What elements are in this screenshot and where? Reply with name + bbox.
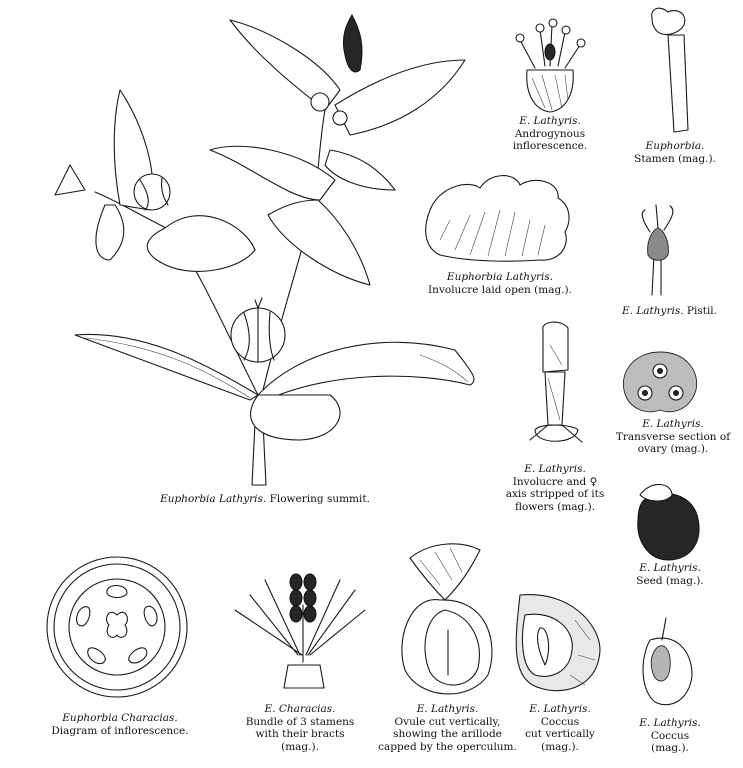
caption-italic: E. Characias. [264,703,336,715]
caption-involucre-open [425,271,575,296]
caption-stamen [625,140,725,165]
caption-italic: E. Lathyris. [621,305,684,317]
caption-text: (mag.). [651,742,689,754]
seed-illustration [638,484,699,560]
caption-italic: E. Lathyris. [519,115,581,127]
caption-text: with their bracts [255,728,345,740]
caption-italic: E. Lathyris. [642,418,704,430]
caption-coccus [625,717,715,755]
diagram-inflorescence-illustration [47,557,187,697]
caption-diagram-inflorescence [40,712,200,737]
caption-text: inflorescence. [512,140,588,152]
caption-text: Involucre and ♀ [512,475,598,488]
caption-text: Diagram of inflorescence. [51,724,189,737]
caption-text: (mag.). [541,740,579,753]
caption-italic: E. Lathyris. [639,562,701,574]
involucre-axis-illustration [530,322,582,442]
caption-text: Androgynous [514,127,586,140]
caption-italic: Euphorbia Lathyris. [160,493,267,505]
caption-androgynous-inflorescence [500,115,600,153]
caption-text: showing the arillode [393,728,502,740]
coccus-illustration [643,618,692,705]
caption-ovule-vertical [375,703,520,753]
transverse-section-illustration [623,352,696,412]
caption-text: Pistil. [683,305,718,317]
caption-text: Flowering summit. [266,493,370,505]
caption-text: (mag.). [281,740,319,753]
caption-transverse-section [608,418,738,456]
caption-line [160,493,370,505]
coccus-vertical-illustration [516,595,600,691]
caption-bundle-stamens [240,703,360,753]
caption-text: cut vertically [525,728,595,740]
caption-line [622,305,717,317]
caption-text: axis stripped of its [505,488,605,500]
caption-text: Ovule cut vertically, [394,715,501,728]
caption-italic: Euphorbia Lathyris. [446,271,554,283]
caption-flowering-summit [160,493,370,506]
involucre-open-illustration [426,176,569,262]
caption-seed [620,562,720,587]
caption-text: Bundle of 3 stamens [245,715,355,728]
caption-text: Seed (mag.). [636,574,704,587]
caption-text: flowers (mag.). [514,500,596,513]
caption-italic: E. Lathyris. [416,703,479,715]
bundle-stamens-illustration [235,574,365,688]
caption-text: capped by the operculum. [378,740,517,753]
caption-italic: Euphorbia. [645,140,705,152]
caption-italic: Euphorbia Characias. [62,712,178,724]
caption-italic: E. Lathyris. [529,703,591,715]
caption-text: Stamen (mag.). [634,152,716,165]
caption-italic: E. Lathyris. [524,463,586,475]
caption-italic: E. Lathyris. [639,717,701,729]
flowering-summit-illustration [55,15,474,485]
androgynous-inflorescence-illustration [516,19,585,112]
caption-text: Transverse section of [615,430,731,443]
pistil-illustration [642,205,673,295]
ovule-vertical-illustration [402,544,492,694]
caption-coccus-vertical [515,703,605,753]
caption-involucre-axis [495,463,615,513]
caption-pistil [612,305,727,318]
caption-text: ovary (mag.). [637,443,709,455]
caption-text: Coccus [540,715,580,728]
caption-text: Coccus [650,729,690,742]
stamen-illustration [652,8,688,132]
caption-text: Involucre laid open (mag.). [428,283,572,296]
